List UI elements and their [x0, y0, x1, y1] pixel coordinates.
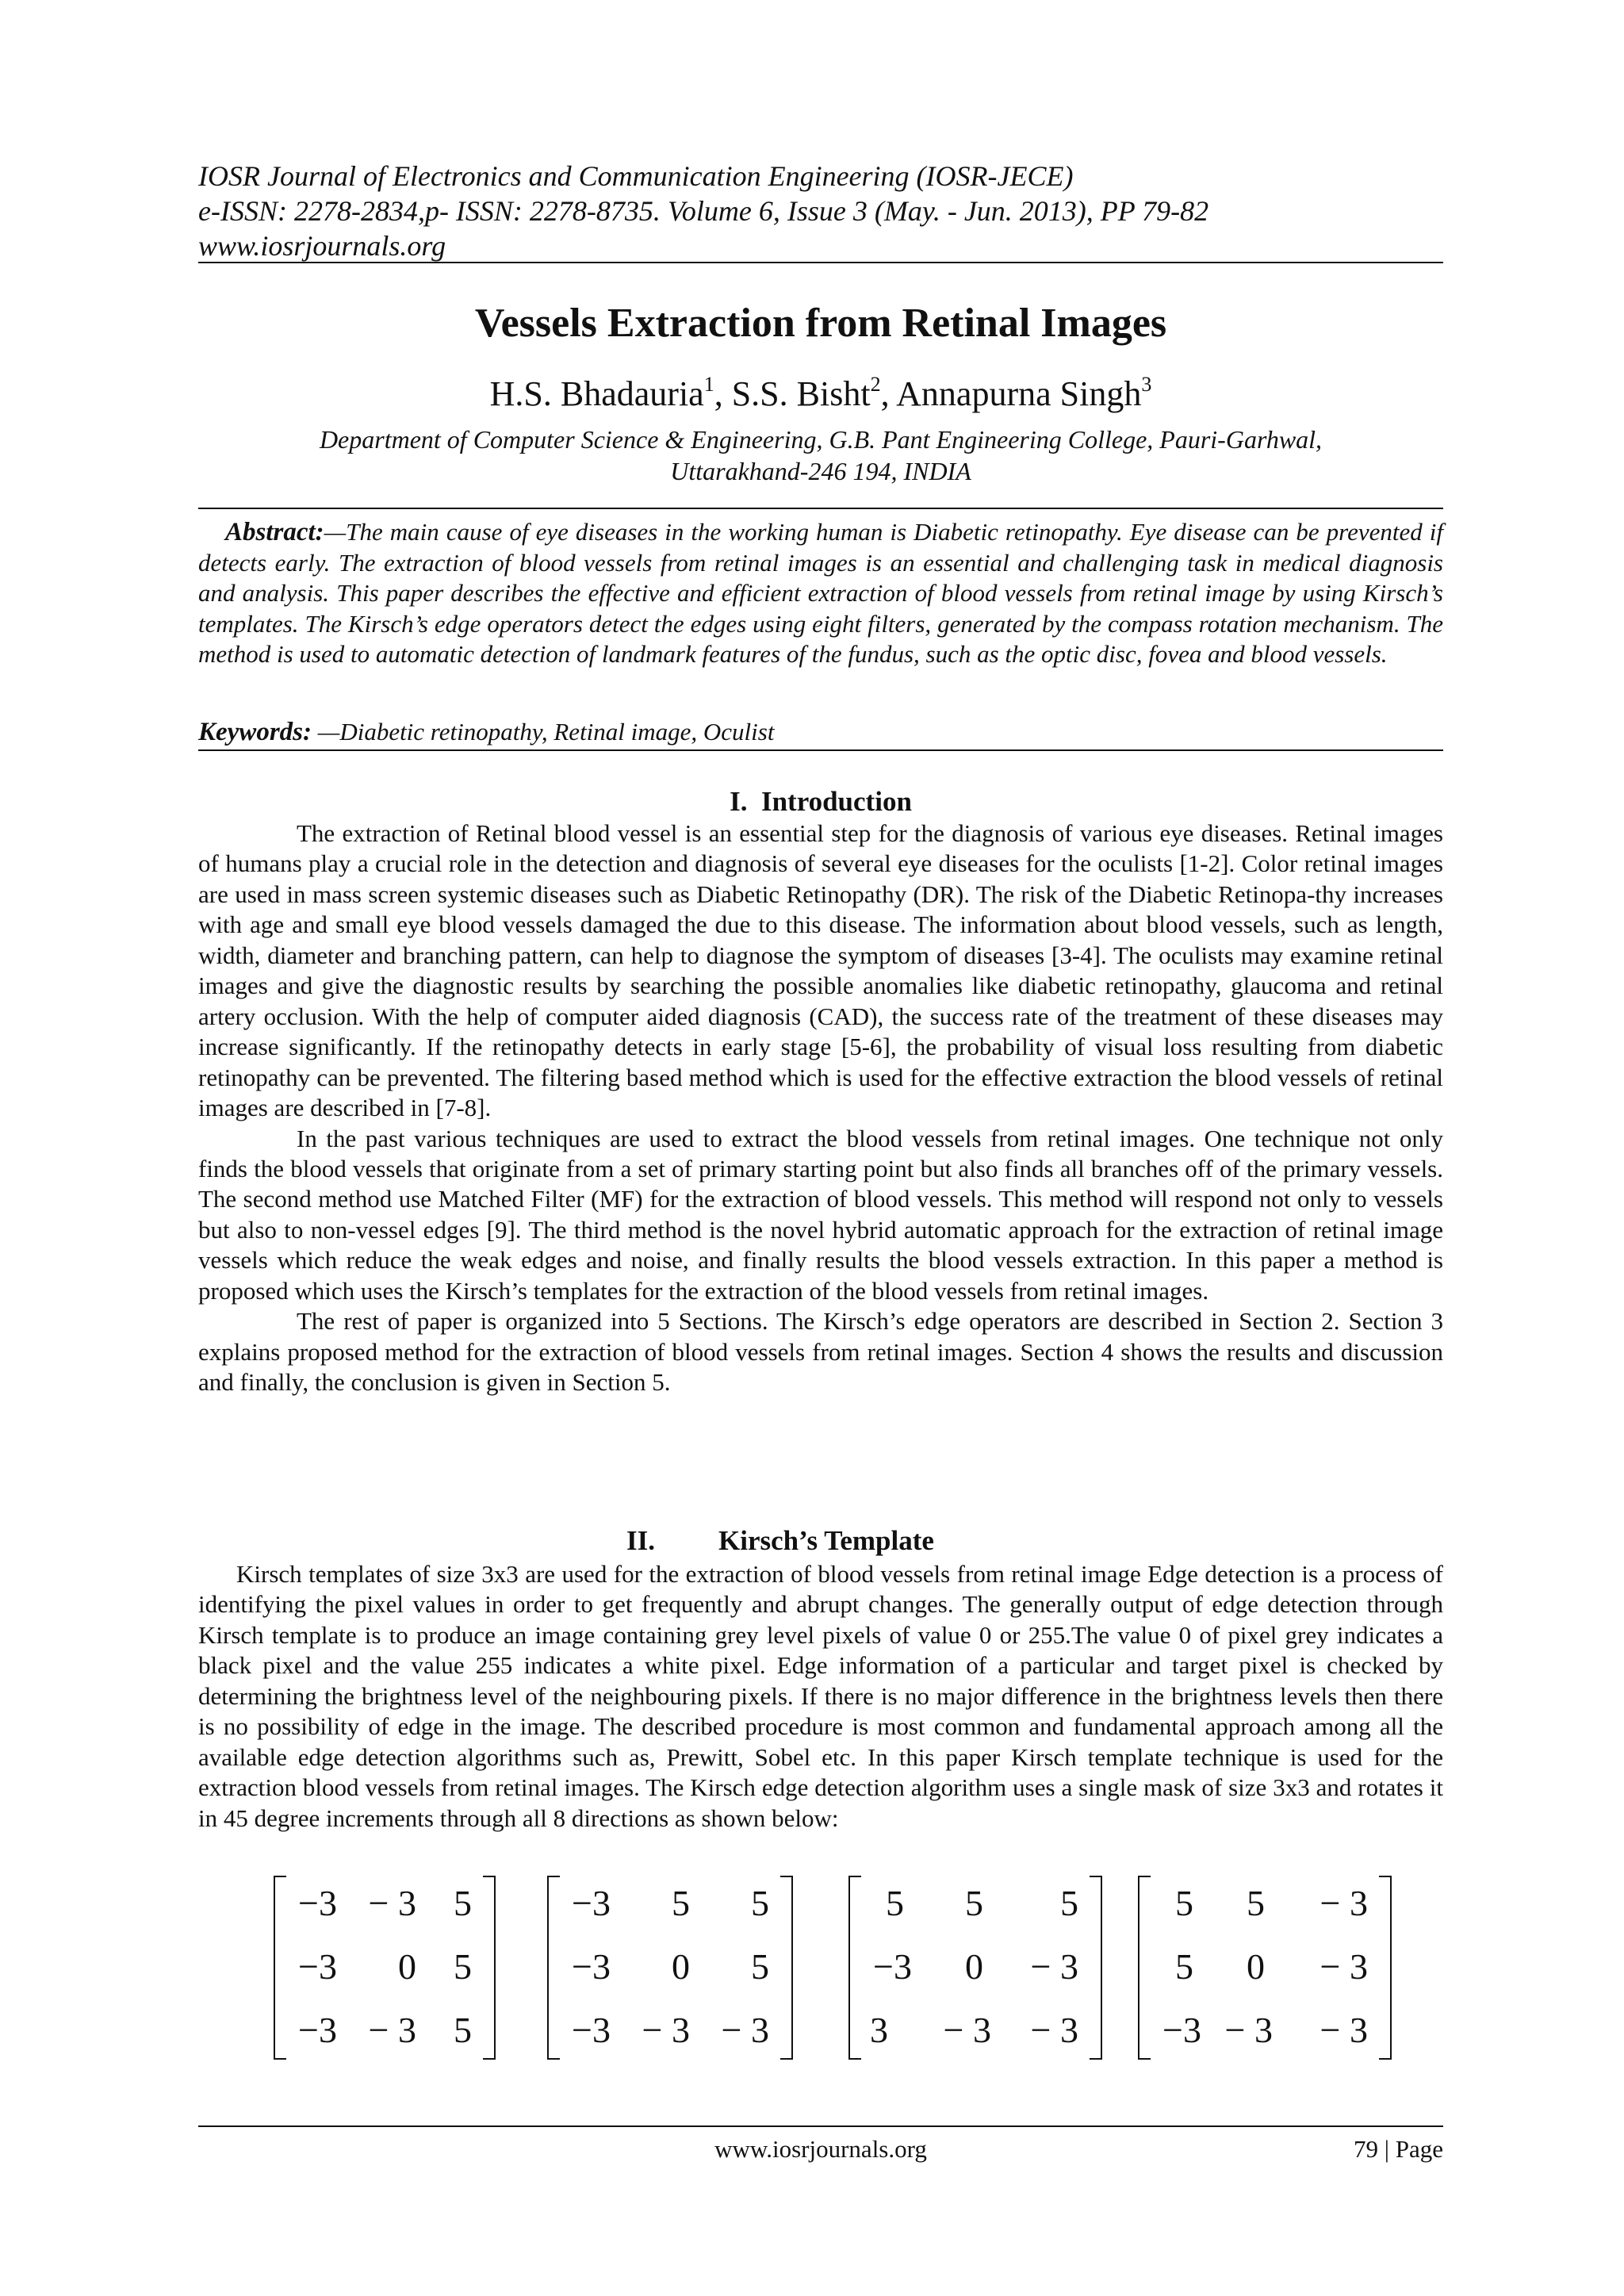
kirsch-matrices — [198, 1876, 1443, 2066]
author-separator: , — [714, 374, 732, 413]
journal-name: IOSR Journal of Electronics and Communication Engineering (IOSR-JECE) — [198, 160, 1074, 192]
section-heading-introduction — [198, 785, 1443, 818]
matrix-cell: 5 — [1247, 1883, 1265, 1923]
matrix-cell: 5 — [751, 1946, 769, 1987]
matrix-cell: − 3 — [1320, 1883, 1368, 1923]
section-number: I. — [730, 786, 748, 817]
section-title: Kirsch’s Template — [718, 1525, 934, 1556]
matrix-cell: 5 — [1175, 1883, 1193, 1923]
matrix-cell: −3 — [298, 2010, 337, 2050]
matrix-cell: 5 — [454, 1883, 472, 1923]
section-number: II. — [626, 1525, 655, 1556]
matrix-cell: − 3 — [1320, 1946, 1368, 1987]
matrix-row — [848, 2007, 1102, 2054]
affiliation-line: Department of Computer Science & Engineering, G.B. Pant Engineering College, Pauri-Garhwal, — [319, 425, 1323, 454]
matrix-row — [547, 1880, 793, 1927]
matrix-row — [1138, 1880, 1392, 1927]
author-name: Annapurna Singh — [896, 374, 1142, 413]
matrix-cell: 0 — [965, 1946, 983, 1987]
matrix-cell: 5 — [454, 1946, 472, 1987]
matrix-cell: −3 — [298, 1883, 337, 1923]
matrix-cell: − 3 — [642, 2010, 690, 2050]
matrix-cell: −3 — [572, 1883, 611, 1923]
footer-site[interactable]: www.iosrjournals.org — [714, 2135, 927, 2163]
journal-site[interactable]: www.iosrjournals.org — [198, 230, 446, 262]
affiliation — [198, 424, 1443, 487]
matrix-row — [274, 1943, 496, 1991]
matrix-row — [848, 1880, 1102, 1927]
matrix-cell: −3 — [572, 2010, 611, 2050]
matrix-cell: − 3 — [1224, 2010, 1273, 2050]
matrix-cell: −3 — [572, 1946, 611, 1987]
matrix-cell: −3 — [298, 1946, 337, 1987]
abstract-label: Abstract: — [225, 518, 324, 546]
matrix-row — [274, 2007, 496, 2054]
matrix-row — [547, 1943, 793, 1991]
author-name: H.S. Bhadauria — [489, 374, 704, 413]
affiliation-line: Uttarakhand-246 194, INDIA — [670, 457, 971, 485]
author-list — [198, 373, 1443, 416]
matrix-cell: 0 — [398, 1946, 416, 1987]
matrix-cell: 5 — [751, 1883, 769, 1923]
matrix-cell: − 3 — [1030, 1946, 1078, 1987]
matrix-cell: 5 — [672, 1883, 690, 1923]
abstract-text: —The main cause of eye diseases in the working human is Diabetic retinopathy. Eye disease can be prevented if detects early. The extraction of blood vessels from retinal images is an essential and challenging task in medical diagnosis and analysis. This paper describes the effective and efficient extraction of blood vessels from retinal image by using Kirsch’s templates. The Kirsch’s edge operators detect the edges using eight filters, generated by the compass rotation mechanism. The method is used to automatic detection of landmark features of the fundus, such as the optic disc, fovea and blood vessels. — [198, 518, 1443, 669]
kirsch-body — [198, 1559, 1443, 1834]
keywords-text: —Diabetic retinopathy, Retinal image, Oculist — [312, 718, 775, 746]
matrix-row — [1138, 1943, 1392, 1991]
footer-page-number: 79 | Page — [1354, 2135, 1443, 2163]
matrix-cell: 0 — [672, 1946, 690, 1987]
kirsch-matrix-4 — [1138, 1876, 1392, 2061]
paragraph-text: The extraction of Retinal blood vessel is an essential step for the diagnosis of various eye diseases. Retinal images of humans play a crucial role in the detection and diagnosis of several eye diseases for the oculists [1-2]. Color retinal images are used in mass screen systemic diseases such as Diabetic Retinopathy (DR). The risk of the Diabetic Retinopa-thy increases with age and small eye blood vessels damaged the due to this disease. The information about blood vessels, such as length, width, diameter and branching pattern, can help to diagnose the symptom of diseases [3-4]. The oculists may examine retinal images and give the diagnostic results by searching the possible anomalies like diabetic retinopathy, glaucoma and retinal artery occlusion. With the help of computer aided diagnosis (CAD), the success rate of the treatment of these diseases may increase significantly. If the retinopathy detects in early stage [5-6], the probability of visual loss resulting from diabetic retinopathy can be prevented. The filtering based method which is used for the effective extraction the blood vessels of retinal images are described in [7-8]. — [198, 819, 1443, 1122]
matrix-cell: 5 — [1175, 1946, 1193, 1987]
keywords-label: Keywords: — [198, 718, 312, 746]
matrix-row — [848, 1943, 1102, 1991]
footer-divider — [198, 2125, 1443, 2127]
matrix-cell: −3 — [1162, 2010, 1201, 2050]
section-title: Introduction — [760, 786, 912, 817]
paragraph-text: The rest of paper is organized into 5 Sections. The Kirsch’s edge operators are described in Section 2. Section 3 explains proposed method for the extraction of blood vessels from retinal images. Section 4 shows the results and discussion and finally, the conclusion is given in Section 5. — [198, 1307, 1443, 1397]
author-affil-mark: 2 — [870, 373, 881, 396]
matrix-cell: 0 — [1247, 1946, 1265, 1987]
paragraph — [198, 1559, 1443, 1834]
author-affil-mark: 1 — [703, 373, 714, 396]
abstract — [198, 517, 1443, 670]
matrix-cell: 5 — [1060, 1883, 1078, 1923]
journal-issn: e-ISSN: 2278-2834,p- ISSN: 2278-8735. Volume 6, Issue 3 (May. - Jun. 2013), PP 79-82 — [198, 195, 1209, 227]
matrix-cell: − 3 — [721, 2010, 769, 2050]
journal-header — [198, 159, 1443, 263]
matrix-cell: 5 — [965, 1883, 983, 1923]
matrix-cell: − 3 — [368, 1883, 416, 1923]
matrix-cell: 5 — [454, 2010, 472, 2050]
matrix-cell: − 3 — [1320, 2010, 1368, 2050]
matrix-cell: − 3 — [1030, 2010, 1078, 2050]
paragraph-text: Kirsch templates of size 3x3 are used for the extraction of blood vessels from retinal image Edge detection is a process of identifying the pixel values in order to get frequently and abrupt changes. The generally output of edge detection through Kirsch template is to produce an image containing grey level pixels of value 0 or 255.The value 0 of pixel grey indicates a black pixel and the value 255 indicates a white pixel. Edge information of a particular and target pixel is checked by determining the brightness level of the neighbouring pixels. If there is no major difference in the brightness levels then there is no possibility of edge in the image. The described procedure is most common and fundamental approach among all the available edge detection algorithms such as, Prewitt, Sobel etc. In this paper Kirsch template technique is used for the extraction blood vessels from retinal images. The Kirsch edge detection algorithm uses a single mask of size 3x3 and rotates it in 45 degree increments through all 8 directions as shown below: — [198, 1560, 1443, 1832]
paragraph — [198, 1306, 1443, 1397]
section-heading-kirsch — [198, 1524, 1443, 1558]
author-separator: , — [880, 374, 897, 413]
introduction-body — [198, 818, 1443, 1398]
matrix-cell: 5 — [886, 1883, 904, 1923]
abstract-divider-top — [198, 508, 1443, 509]
matrix-row — [274, 1880, 496, 1927]
keywords — [198, 717, 1443, 747]
matrix-row — [547, 2007, 793, 2054]
author-affil-mark: 3 — [1141, 373, 1152, 396]
matrix-cell: − 3 — [943, 2010, 991, 2050]
paragraph — [198, 818, 1443, 1124]
matrix-row — [1138, 2007, 1392, 2054]
kirsch-matrix-2 — [547, 1876, 793, 2061]
kirsch-matrix-3 — [848, 1876, 1102, 2061]
header-divider — [198, 262, 1443, 263]
abstract-divider-bottom — [198, 749, 1443, 751]
matrix-cell: −3 — [873, 1946, 912, 1987]
paragraph — [198, 1124, 1443, 1307]
matrix-cell: − 3 — [368, 2010, 416, 2050]
paper-title: Vessels Extraction from Retinal Images — [474, 301, 1167, 346]
matrix-cell: 3 — [870, 2010, 888, 2050]
kirsch-matrix-1 — [274, 1876, 496, 2061]
paragraph-text: In the past various techniques are used to extract the blood vessels from retinal images. One technique not only finds the blood vessels that originate from a set of primary starting point but also finds all branches off of the primary vessels. The second method use Matched Filter (MF) for the extraction of blood vessels. This method will respond not only to vessels but also to non-vessel edges [9]. The third method is the novel hybrid automatic approach for the extraction of retinal image vessels which reduce the weak edges and noise, and finally results the blood vessels extraction. In this paper a method is proposed which uses the Kirsch’s templates for the extraction of the blood vessels from retinal images. — [198, 1124, 1443, 1305]
author-name: S.S. Bisht — [731, 374, 871, 413]
